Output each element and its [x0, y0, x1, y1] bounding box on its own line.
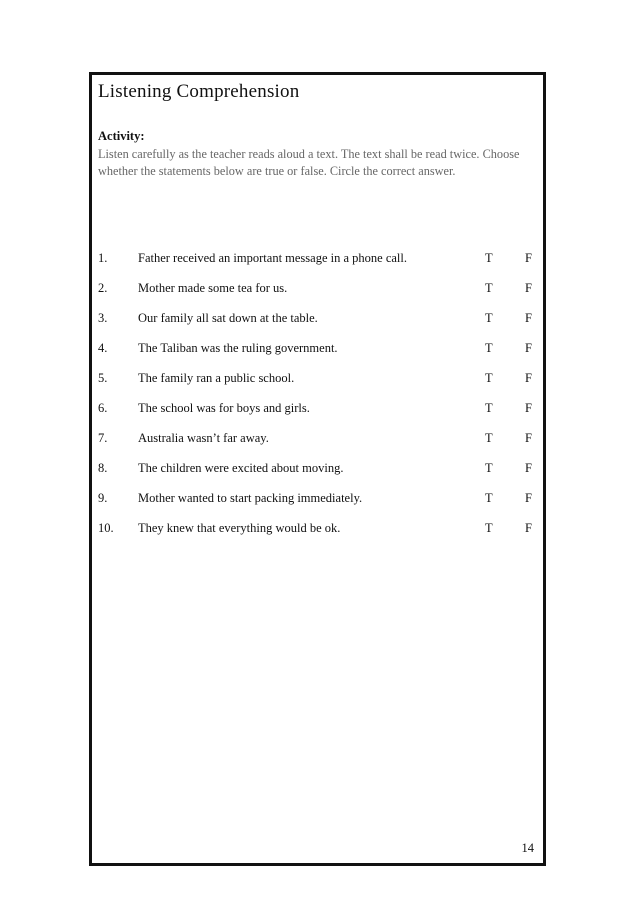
answer-true-option[interactable]: T: [485, 251, 493, 265]
answer-false-option[interactable]: F: [525, 401, 532, 415]
answer-false-option[interactable]: F: [525, 521, 532, 535]
answer-false-option[interactable]: F: [525, 461, 532, 475]
statement-text: Australia wasn’t far away.: [138, 431, 269, 445]
statement-row: [98, 461, 540, 491]
answer-true-option[interactable]: T: [485, 371, 493, 385]
statement-text: Father received an important message in a phone call.: [138, 251, 407, 265]
answer-true-option[interactable]: T: [485, 431, 493, 445]
statement-number: 4.: [98, 341, 108, 355]
answer-true-option[interactable]: T: [485, 281, 493, 295]
page-number: 14: [521, 841, 534, 855]
statement-number: 8.: [98, 461, 108, 475]
statement-text: The family ran a public school.: [138, 371, 295, 385]
answer-false-option[interactable]: F: [525, 341, 532, 355]
answer-true-option[interactable]: T: [485, 341, 493, 355]
statement-number: 3.: [98, 311, 108, 325]
page-title: Listening Comprehension: [98, 81, 300, 102]
statement-row: [98, 371, 540, 401]
statement-row: [98, 401, 540, 431]
statement-number: 7.: [98, 431, 108, 445]
answer-false-option[interactable]: F: [525, 491, 532, 505]
statement-row: [98, 491, 540, 521]
statement-number: 6.: [98, 401, 108, 415]
statement-list: [98, 251, 540, 551]
statement-text: They knew that everything would be ok.: [138, 521, 341, 535]
answer-true-option[interactable]: T: [485, 521, 493, 535]
statement-row: [98, 311, 540, 341]
statement-text: The Taliban was the ruling government.: [138, 341, 338, 355]
statement-text: The school was for boys and girls.: [138, 401, 310, 415]
answer-false-option[interactable]: F: [525, 371, 532, 385]
answer-true-option[interactable]: T: [485, 461, 493, 475]
statement-number: 9.: [98, 491, 108, 505]
answer-false-option[interactable]: F: [525, 431, 532, 445]
statement-number: 10.: [98, 521, 114, 535]
answer-true-option[interactable]: T: [485, 401, 493, 415]
statement-text: Our family all sat down at the table.: [138, 311, 318, 325]
statement-text: Mother made some tea for us.: [138, 281, 288, 295]
statement-row: [98, 281, 540, 311]
worksheet-frame: [89, 72, 546, 866]
answer-false-option[interactable]: F: [525, 311, 532, 325]
answer-false-option[interactable]: F: [525, 281, 532, 295]
statement-row: [98, 431, 540, 461]
answer-true-option[interactable]: T: [485, 311, 493, 325]
statement-number: 1.: [98, 251, 108, 265]
statement-text: The children were excited about moving.: [138, 461, 344, 475]
statement-row: [98, 521, 540, 551]
activity-label: Activity:: [98, 129, 145, 143]
statement-number: 5.: [98, 371, 108, 385]
answer-true-option[interactable]: T: [485, 491, 493, 505]
statement-text: Mother wanted to start packing immediately.: [138, 491, 363, 505]
activity-instructions: Listen carefully as the teacher reads aloud a text. The text shall be read twice. Choose whether the statements below are true or false. Circle the correct answer.: [98, 147, 520, 178]
answer-false-option[interactable]: F: [525, 251, 532, 265]
statement-number: 2.: [98, 281, 108, 295]
statement-row: [98, 251, 540, 281]
statement-row: [98, 341, 540, 371]
